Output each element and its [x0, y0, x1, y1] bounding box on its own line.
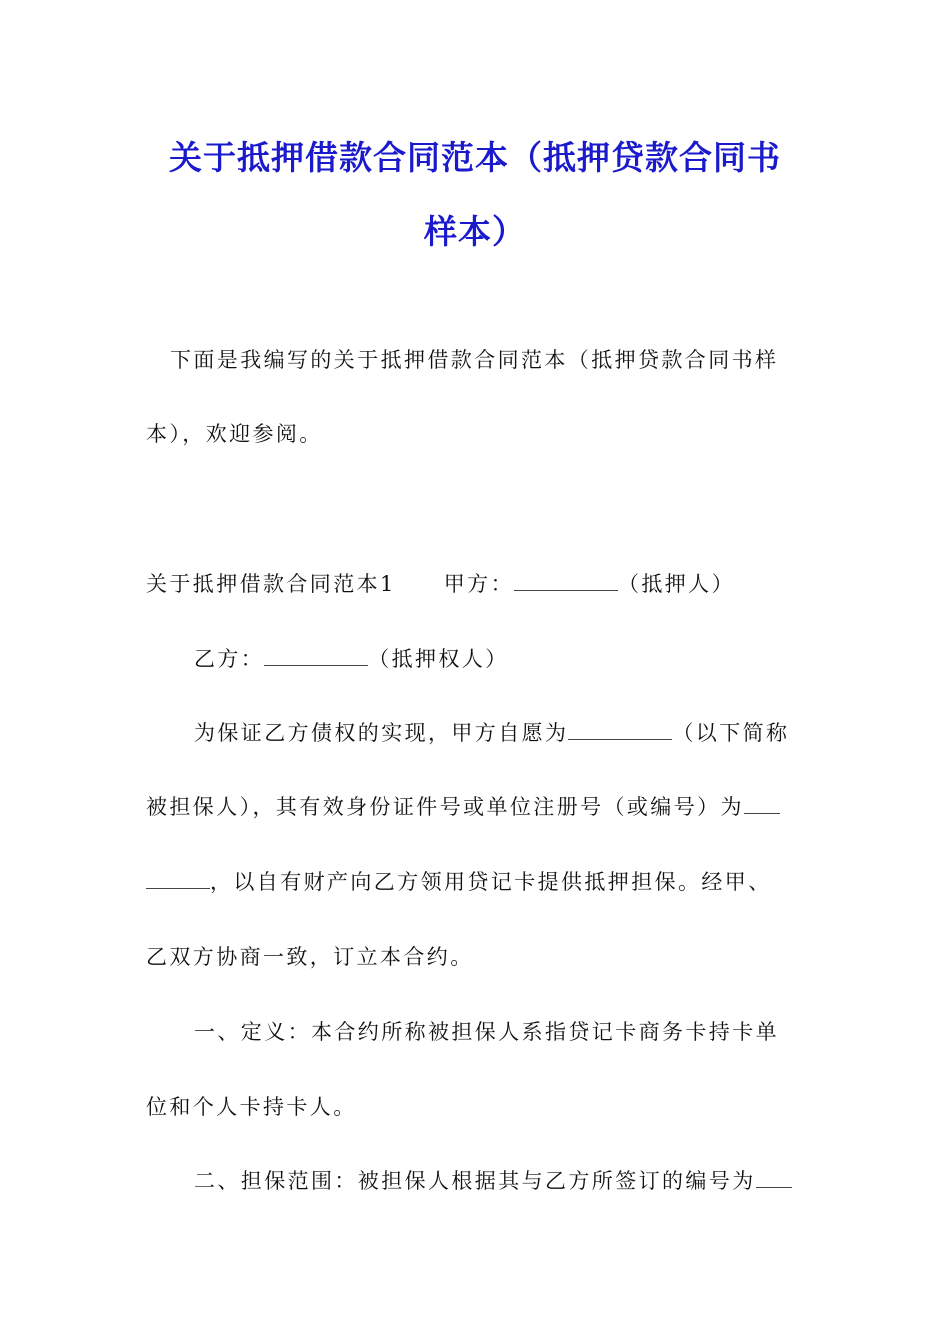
clause2-line-1-text: 二、担保范围：被担保人根据其与乙方所签订的编号为: [194, 1169, 756, 1193]
clause1-line-1: 一、定义：本合约所称被担保人系指贷记卡商务卡持卡单: [194, 1020, 779, 1044]
para1-line-2-text: 被担保人），其有效身份证件号或单位注册号（或编号）为: [146, 795, 744, 819]
party-a-blank: [514, 570, 618, 591]
clause1-line-2: 位和个人卡持卡人。: [146, 1095, 357, 1119]
clause2-line-1: [194, 1166, 792, 1196]
contract-heading-row: [146, 569, 735, 599]
guaranteed-party-blank: [568, 719, 672, 740]
para1-line-1a: 为保证乙方债权的实现，甲方自愿为: [194, 721, 569, 745]
party-b-blank: [264, 645, 368, 666]
para1-line-1b: （以下简称: [672, 721, 790, 745]
party-b-row: [194, 644, 509, 674]
para1-line-4: 乙双方协商一致，订立本合约。: [146, 945, 474, 969]
intro-line-1: 下面是我编写的关于抵押借款合同范本（抵押贷款合同书样: [170, 348, 779, 372]
party-b-label: 乙方：: [194, 647, 265, 671]
document-title-line-1: 关于抵押借款合同范本（抵押贷款合同书: [169, 138, 781, 177]
id-number-blank-start: [744, 793, 780, 814]
para1-line-3: [146, 867, 772, 897]
intro-line-2: 本），欢迎参阅。: [146, 422, 323, 446]
party-b-role: （抵押权人）: [368, 647, 509, 671]
contract-heading: 关于抵押借款合同范本1: [146, 572, 396, 596]
party-a-label: 甲方：: [443, 572, 514, 596]
para1-line-3-text: ，以自有财产向乙方领用贷记卡提供抵押担保。经甲、: [210, 870, 772, 894]
contract-number-blank: [756, 1167, 792, 1188]
id-number-blank-end: [146, 868, 210, 889]
document-title-line-2: 样本）: [424, 212, 526, 251]
para1-line-2: [146, 792, 780, 822]
party-a-role: （抵押人）: [617, 572, 735, 596]
para1-line-1: [194, 718, 789, 748]
